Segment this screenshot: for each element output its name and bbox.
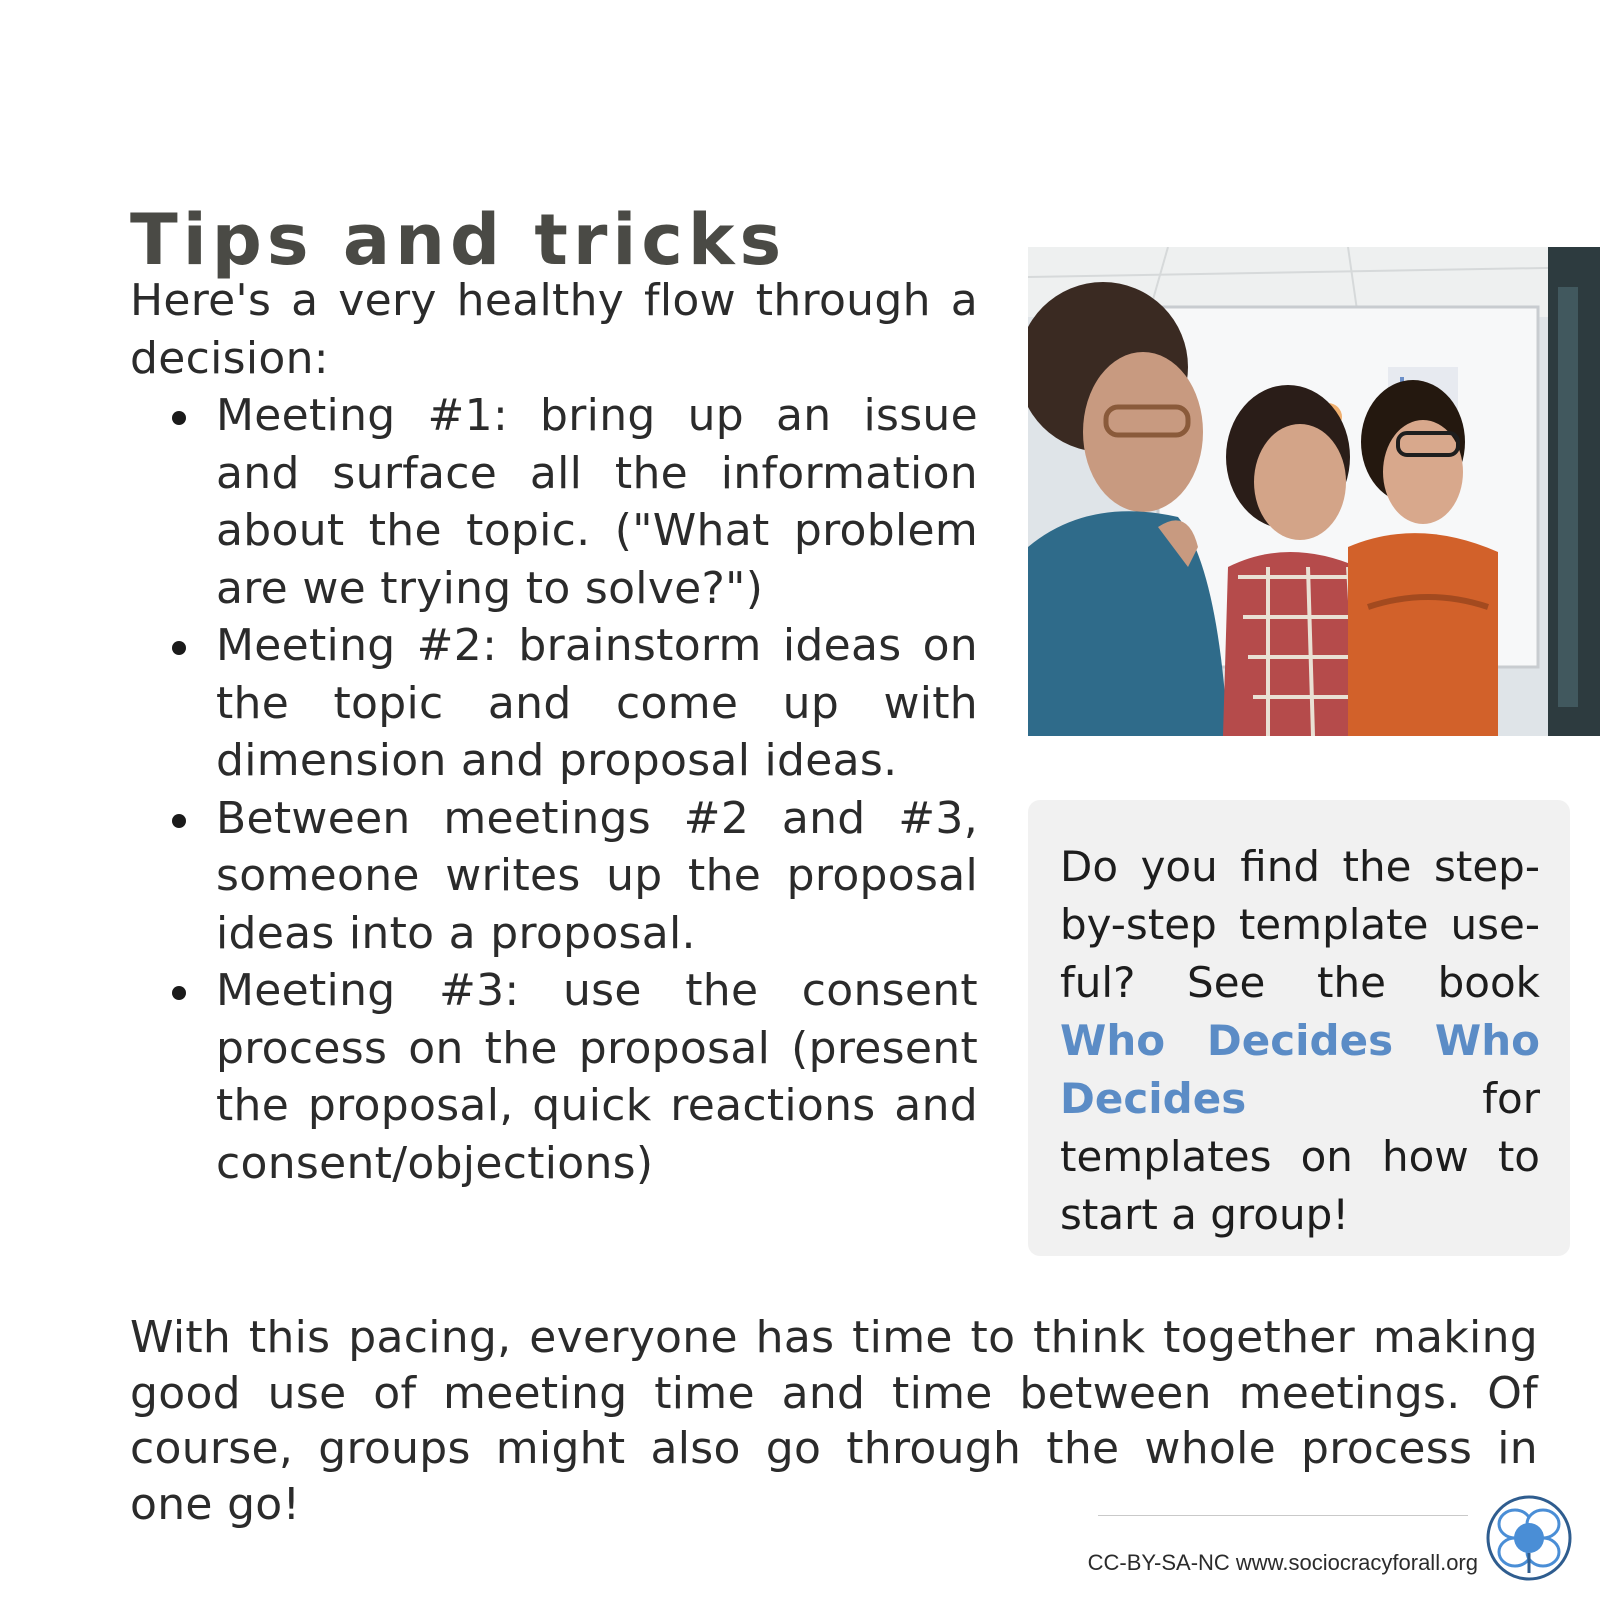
page-title: Tips and tricks [130, 198, 787, 281]
list-item [216, 790, 978, 963]
decision-steps-list [130, 387, 978, 1192]
bullet-icon [172, 641, 186, 655]
footer-divider [1098, 1515, 1468, 1516]
bullet-icon [172, 986, 186, 1000]
list-item-text: Meeting #3: use the consent process on the proposal (present the proposal, quick reactions and consent/objections) [216, 965, 978, 1189]
list-item [216, 617, 978, 790]
list-item [216, 387, 978, 617]
team-photo [1028, 247, 1600, 736]
book-recommendation-box [1028, 800, 1570, 1256]
closing-paragraph: With this pacing, everyone has time to think together making good use of meeting time and time between meetings. Of course, groups might also go through the whole process in one go! [130, 1312, 1538, 1530]
callout-text-before: Do you find the step-by-step template use-ful? See the book [1060, 842, 1540, 1007]
sociocracy-logo-icon [1484, 1493, 1574, 1583]
footer-license: CC-BY-SA-NC www.sociocracyforall.org [1087, 1550, 1478, 1575]
book-link[interactable]: Who Decides Who Decides [1060, 1016, 1540, 1123]
list-item-text: Meeting #1: bring up an issue and surface all the information about the topic. ("What problem are we trying to solve?") [216, 390, 978, 614]
photo-illustration [1028, 247, 1600, 736]
bullet-icon [172, 814, 186, 828]
intro-paragraph: Here's a very healthy flow through a decision: [130, 275, 978, 384]
list-item-text: Between meetings #2 and #3, someone writes up the proposal ideas into a proposal. [216, 792, 978, 959]
main-text-column [130, 272, 978, 1192]
list-item-text: Meeting #2: brainstorm ideas on the topic and come up with dimension and proposal ideas. [216, 620, 978, 786]
callout-text-after: for templates on how to start a group! [1060, 1074, 1540, 1239]
list-item [216, 962, 978, 1192]
bullet-icon [172, 411, 186, 425]
callout-text [1060, 838, 1540, 1244]
